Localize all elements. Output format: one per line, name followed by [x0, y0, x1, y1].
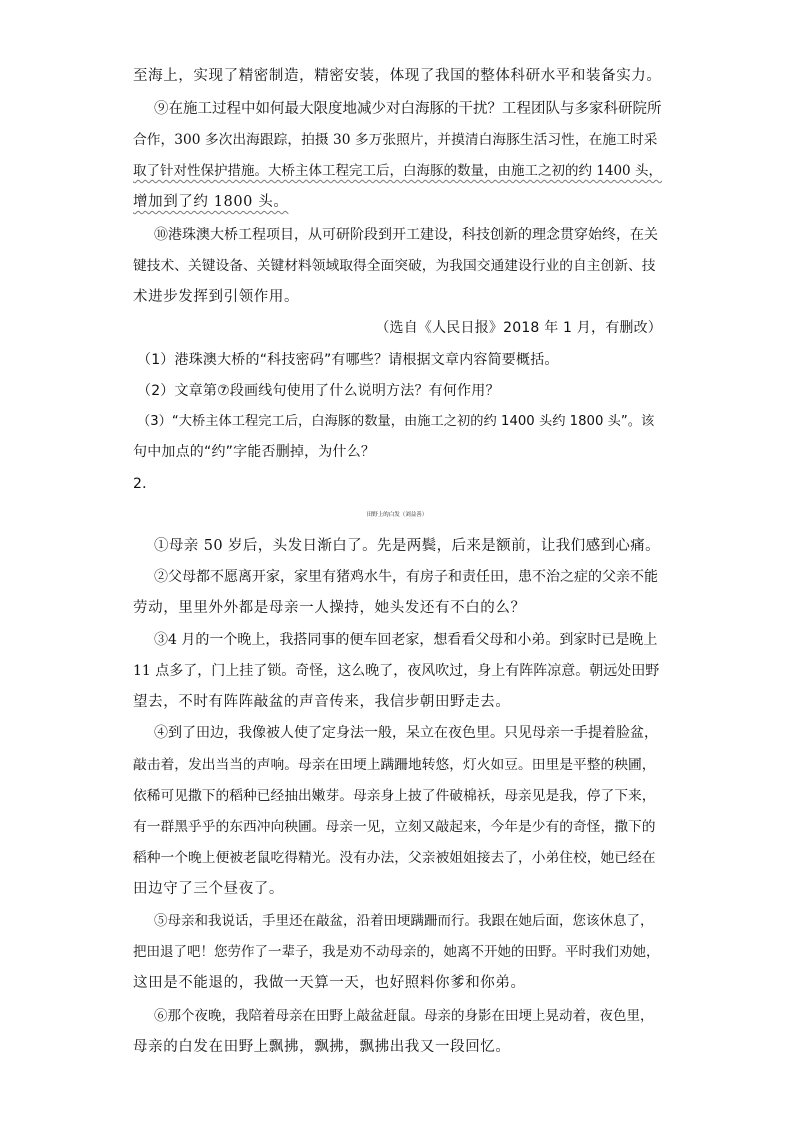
story-line-17: 母亲的白发在田野上飘拂，飘拂，飘拂出我又一段回忆。 — [133, 1039, 511, 1055]
story-line-3: 劳动，里里外外都是母亲一人操持，她头发还有不白的么？ — [133, 600, 526, 616]
story-line-7: ④到了田边，我像被人使了定身法一般，呆立在夜色里。只见母亲一手提着脸盆， — [154, 725, 658, 741]
story-line-1: ①母亲 50 岁后，头发日渐白了。先是两鬓，后来是额前，让我们感到心痛。 — [154, 538, 661, 554]
passage-paragraph-9-line-4: 增加到了约 1800 头。 — [133, 194, 289, 210]
story-line-8: 敲击着，发出当当的声响。母亲在田埂上蹒跚地转悠，灯火如豆。田里是平整的秧圃， — [133, 757, 656, 773]
passage-paragraph-end: 至海上，实现了精密制造，精密安装，体现了我国的整体科研水平和装备实力。 — [133, 68, 662, 84]
passage-paragraph-10-line-3: 术进步发挥到引领作用。 — [133, 289, 300, 305]
passage-paragraph-9-line-2: 合作，300 多次出海跟踪，拍摄 30 多万张照片，并摸清白海豚生活习性，在施工时采 — [133, 132, 658, 148]
passage-paragraph-9-line-3: 取了针对性保护措施。大桥主体工程完工后，白海豚的数量，由施工之初的约 1400 头， — [133, 163, 662, 179]
passage-paragraph-9-line-1: ⑨在施工过程中如何最大限度地减少对白海豚的干扰？工程团队与多家科研院所 — [154, 101, 662, 117]
question-1: （1）港珠澳大桥的“科技密码”有哪些？请根据文章内容简要概括。 — [137, 352, 559, 368]
passage-paragraph-10-line-1: ⑩港珠澳大桥工程项目，从可研阶段到开工建设，科技创新的理念贯穿始终，在关 — [154, 227, 658, 243]
story-line-9: 依稀可见撒下的稻种已经抽出嫩芽。母亲身上披了件破棉袄，母亲见是我，停了下来， — [133, 788, 656, 804]
question-3-line-2: 句中加点的“约”字能否删掉，为什么？ — [133, 444, 376, 460]
story-line-4: ③4 月的一个晚上，我搭同事的便车回老家，想看看父母和小弟。到家时已是晚上 — [154, 632, 658, 648]
story-line-12: 田边守了三个昼夜了。 — [133, 881, 284, 897]
story-line-13: ⑤母亲和我说话，手里还在敲盆，沿着田埂蹒跚而行。我跟在她后面，您该休息了， — [154, 913, 654, 929]
story-line-16: ⑥那个夜晚，我陪着母亲在田野上敲盆赶鼠。母亲的身影在田埂上晃动着，夜色里， — [154, 1008, 654, 1024]
story-title: 田野上的白发（刘益善） — [366, 512, 428, 518]
question-number-2: 2． — [133, 476, 157, 492]
passage-paragraph-10-line-2: 键技术、关键设备、关键材料领域取得全面突破，为我国交通建设行业的自主创新、技 — [133, 258, 656, 274]
story-line-6: 望去，不时有阵阵敲盆的声音传来，我信步朝田野走去。 — [133, 694, 511, 710]
story-line-14: 把田退了吧！您劳作了一辈子，我是劝不动母亲的，她离不开她的田野。平时我们劝她， — [133, 944, 660, 960]
story-line-2: ②父母都不愿离开家，家里有猪鸡水牛，有房子和责任田，患不治之症的父亲不能 — [154, 569, 658, 585]
question-2: （2）文章第⑦段画线句使用了什么说明方法？有何作用？ — [137, 383, 500, 399]
story-line-10: 有一群黑乎乎的东西冲向秧圃。母亲一见，立刻又敲起来，今年是少有的奇怪，撒下的 — [133, 819, 656, 835]
story-line-15: 这田是不能退的，我做一天算一天，也好照料你爹和你弟。 — [133, 975, 526, 991]
story-line-5: 11 点多了，门上挂了锁。奇怪，这么晚了，夜风吹过，身上有阵阵凉意。朝远处田野 — [133, 663, 660, 679]
question-3-line-1: （3）“大桥主体工程完工后，白海豚的数量，由施工之初的约 1400 头约 1800 头”。该 — [137, 414, 655, 429]
passage-source: （选自《人民日报》2018 年 1 月，有删改） — [375, 320, 662, 336]
story-line-11: 稻种一个晚上便被老鼠吃得精光。没有办法，父亲被姐姐接去了，小弟住校，她已经在 — [133, 850, 656, 866]
